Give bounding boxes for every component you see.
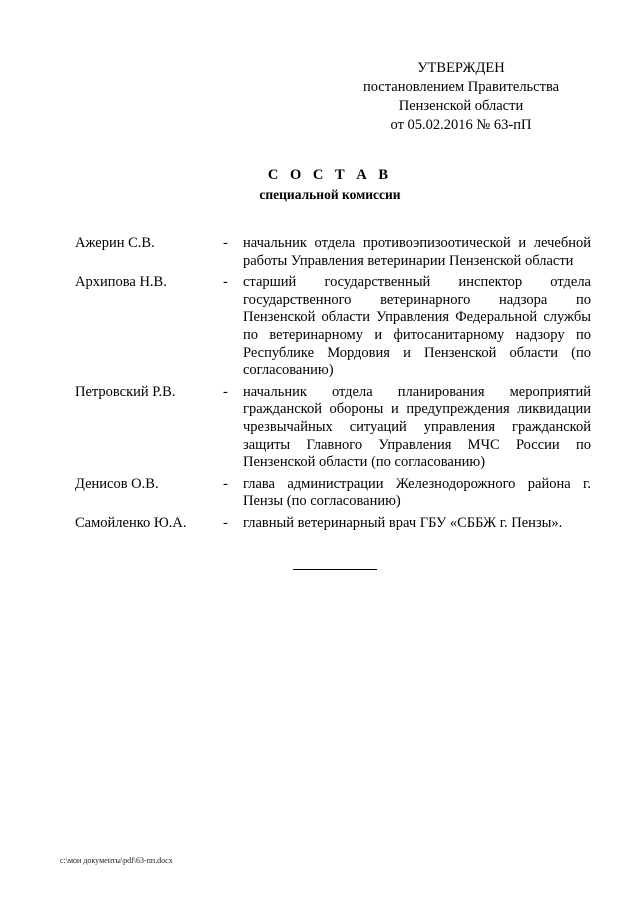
member-row xyxy=(75,274,595,380)
member-name: Денисов О.В. xyxy=(75,475,159,492)
member-row xyxy=(75,515,595,533)
approval-date-number: от 05.02.2016 № 63-пП xyxy=(390,117,532,133)
member-dash: - xyxy=(223,383,228,400)
approval-act: постановлением Правительства xyxy=(362,79,560,95)
member-name: Петровский Р.В. xyxy=(75,383,176,400)
member-name: Ажерин С.В. xyxy=(75,235,155,251)
member-dash: - xyxy=(223,235,228,251)
member-role: начальник отдела планирования мероприятий гражданской обороны и предупреждения ликвидации чрезвычайных ситуаций управления гражданской защиты Главного Управления МЧС России по Пензенской области (по согласованию) xyxy=(243,383,591,471)
member-name: Архипова Н.В. xyxy=(75,274,167,291)
member-row xyxy=(75,235,595,270)
approval-block xyxy=(330,59,592,135)
member-row xyxy=(75,476,595,511)
member-name: Самойленко Ю.А. xyxy=(75,514,187,531)
title-subheading: специальной комиссии xyxy=(259,187,401,202)
document-title xyxy=(0,165,640,205)
approval-status: УТВЕРЖДЕН xyxy=(417,60,505,76)
member-dash: - xyxy=(223,274,228,291)
footer-file-path: c:\мои документы\pdf\63-пп.docx xyxy=(60,856,173,865)
member-role: глава администрации Железнодорожного района г. Пензы (по согласованию) xyxy=(243,475,591,510)
commission-member-list xyxy=(75,235,595,537)
approval-region: Пензенской области xyxy=(398,98,524,114)
member-role: начальник отдела противоэпизоотической и лечебной работы Управления ветеринарии Пензенской области xyxy=(243,235,591,269)
member-dash: - xyxy=(223,514,228,531)
title-heading: С О С Т А В xyxy=(267,167,393,183)
member-dash: - xyxy=(223,475,228,492)
end-of-document-rule xyxy=(293,569,377,570)
member-role: старший государственный инспектор отдела государственного ветеринарного надзора по Пензенской области Управления Федеральной службы по ветеринарному и фитосанитарному надзору по Республике Мордовия и Пензенской области (по согласованию) xyxy=(243,274,591,379)
member-row xyxy=(75,384,595,472)
member-role: главный ветеринарный врач ГБУ «СББЖ г. Пензы». xyxy=(243,514,563,531)
